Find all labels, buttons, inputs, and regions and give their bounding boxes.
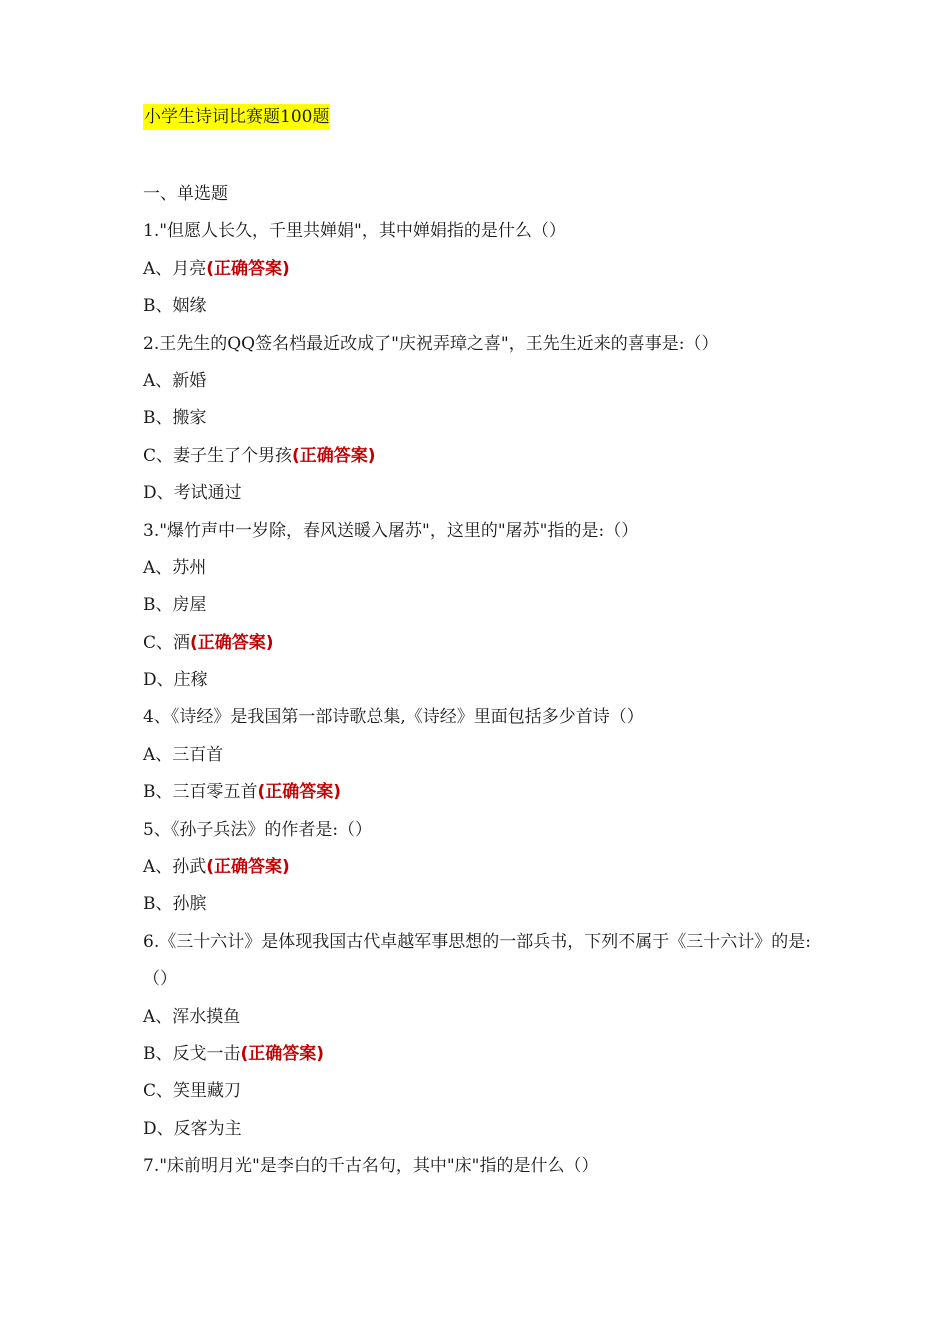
answer-option	[143, 550, 823, 587]
correct-answer-mark: (正确答案)	[190, 632, 274, 653]
option-label: A、苏州	[143, 557, 207, 578]
correct-answer-mark: (正确答案)	[240, 1044, 325, 1065]
question-text	[143, 924, 823, 999]
question-label: 2.王先生的QQ签名档最近改成了"庆祝弄璋之喜"，王先生近来的喜事是:（）	[143, 333, 719, 354]
question-label: 1."但愿人长久，千里共婵娟"，其中婵娟指的是什么（）	[143, 221, 566, 242]
answer-option	[143, 625, 823, 662]
question-label: 7."床前明月光"是李白的千古名句，其中"床"指的是什么（）	[143, 1156, 599, 1177]
answer-option	[143, 363, 823, 400]
answer-option	[143, 251, 823, 288]
option-label: D、庄稼	[143, 670, 208, 691]
answer-option	[143, 1036, 823, 1073]
question-text	[143, 513, 823, 550]
question-label: 4、《诗经》是我国第一部诗歌总集,《诗经》里面包括多少首诗（）	[143, 707, 644, 728]
answer-option	[143, 475, 823, 512]
option-label: A、月亮	[143, 258, 207, 279]
correct-answer-mark: (正确答案)	[206, 857, 290, 878]
answer-option	[143, 999, 823, 1036]
option-label: A、孙武	[143, 857, 207, 878]
option-label: D、考试通过	[143, 483, 242, 504]
section-heading: 一、单选题	[143, 184, 228, 204]
answer-option	[143, 662, 823, 699]
question-text	[143, 699, 823, 736]
answer-option	[143, 400, 823, 437]
option-label: C、笑里藏刀	[143, 1081, 242, 1102]
question-text	[143, 213, 823, 250]
option-label: A、新婚	[143, 370, 207, 391]
option-label: B、三百零五首	[143, 782, 258, 803]
answer-option	[143, 774, 823, 811]
option-label: C、酒	[143, 632, 191, 653]
option-label: B、孙膑	[143, 894, 207, 915]
option-label: D、反客为主	[143, 1118, 242, 1139]
answer-option	[143, 438, 823, 475]
option-label: B、房屋	[143, 595, 207, 616]
option-label: B、搬家	[143, 408, 207, 429]
option-label: A、三百首	[143, 744, 224, 765]
answer-option	[143, 1073, 823, 1110]
correct-answer-mark: (正确答案)	[206, 258, 290, 279]
answer-option	[143, 737, 823, 774]
answer-option	[143, 1111, 823, 1148]
correct-answer-mark: (正确答案)	[292, 445, 376, 466]
question-list	[143, 176, 823, 1186]
answer-option	[143, 288, 823, 325]
question-lines	[143, 213, 823, 1185]
answer-option	[143, 849, 823, 886]
answer-option	[143, 587, 823, 624]
question-label: 3."爆竹声中一岁除，春风送暖入屠苏"，这里的"屠苏"指的是:（）	[143, 520, 639, 541]
answer-option	[143, 886, 823, 923]
correct-answer-mark: (正确答案)	[257, 782, 342, 803]
option-label: A、浑水摸鱼	[143, 1006, 241, 1027]
option-label: B、反戈一击	[143, 1044, 241, 1065]
document-title: 小学生诗词比赛题100题	[143, 104, 330, 130]
option-label: B、姻缘	[143, 296, 207, 317]
option-label: C、妻子生了个男孩	[143, 445, 293, 466]
question-text	[143, 326, 823, 363]
question-label: 5、《孙子兵法》的作者是:（）	[143, 819, 373, 840]
question-text	[143, 1148, 823, 1185]
question-label: 6.《三十六计》是体现我国古代卓越军事思想的一部兵书，下列不属于《三十六计》的是:（）	[143, 931, 811, 990]
question-text	[143, 812, 823, 849]
